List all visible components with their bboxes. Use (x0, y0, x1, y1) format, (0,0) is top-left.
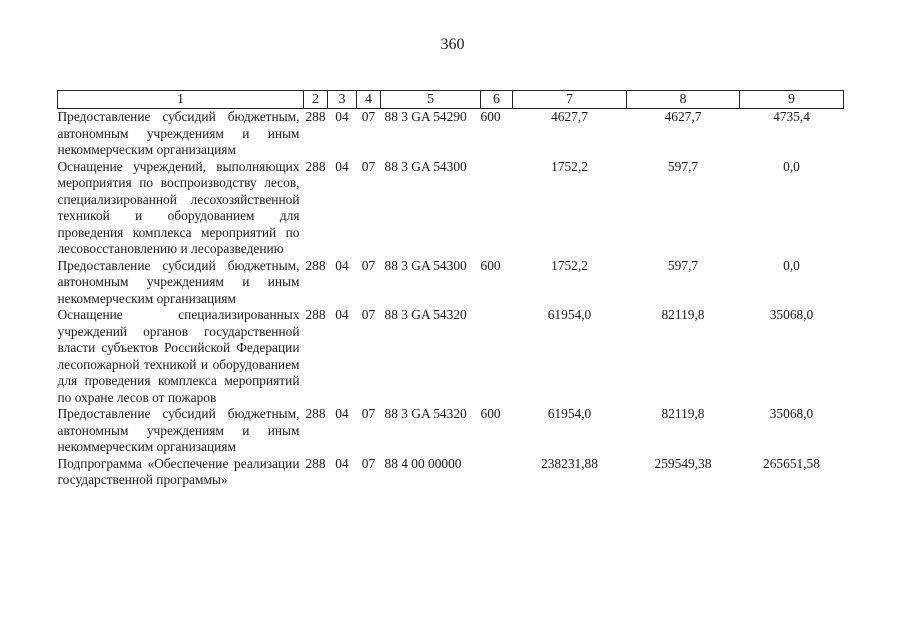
cell-amount-1: 61954,0 (547, 307, 592, 322)
cell-target-article: 88 3 GA 54300 (384, 158, 467, 174)
cell-target-article: 88 4 00 00000 (384, 455, 462, 471)
table-row (58, 258, 844, 308)
cell-amount-1: 4627,7 (551, 109, 588, 124)
cell-amount-3: 35068,0 (769, 406, 814, 421)
table-row (58, 109, 844, 159)
cell-expense-type: 600 (480, 257, 501, 273)
cell-target-article: 88 3 GA 54320 (384, 406, 467, 421)
cell-subsection: 07 (361, 455, 376, 471)
cell-subsection: 07 (361, 158, 376, 174)
cell-amount-3: 35068,0 (769, 307, 814, 322)
cell-expense-type (481, 159, 513, 258)
cell-target-article: 88 3 GA 54320 (384, 307, 467, 322)
cell-amount-1: 1752,2 (551, 158, 588, 174)
table-row (58, 406, 844, 456)
row-name: Предоставление субсидий бюджетным, автономным учреждениям и иным некоммерческим организациям (57, 257, 300, 306)
cell-amount-1: 238231,88 (541, 455, 598, 471)
cell-amount-1: 61954,0 (547, 406, 592, 421)
cell-expense-type: 600 (480, 406, 501, 421)
column-header-2: 2 (304, 91, 328, 109)
column-header-6: 6 (481, 91, 513, 109)
cell-target-article: 88 3 GA 54300 (384, 257, 467, 273)
cell-grbs: 288 (305, 455, 326, 471)
cell-grbs: 288 (305, 109, 326, 124)
cell-subsection: 07 (361, 406, 376, 421)
column-header-3: 3 (328, 91, 357, 109)
cell-expense-type: 600 (480, 109, 501, 124)
cell-amount-3: 265651,58 (763, 455, 820, 471)
cell-subsection: 07 (361, 307, 376, 322)
row-name: Оснащение учреждений, выполняющих мероприятия по воспроизводству лесов, специализированной лесохозяйственной техникой и оборудованием для проведения комплекса мероприятий по лесовосстановлению и лесоразведению (57, 158, 300, 256)
cell-subsection: 07 (361, 257, 376, 273)
cell-section: 04 (335, 257, 349, 273)
cell-target-article: 88 3 GA 54290 (384, 109, 467, 124)
cell-amount-3: 0,0 (783, 158, 800, 174)
column-header-7: 7 (513, 91, 627, 109)
column-header-1: 1 (58, 91, 304, 109)
cell-section: 04 (335, 406, 349, 421)
cell-grbs: 288 (305, 158, 326, 174)
cell-section: 04 (335, 455, 349, 471)
row-name: Подпрограмма «Обеспечение реализации государственной программы» (57, 455, 300, 487)
cell-amount-2: 597,7 (667, 158, 699, 174)
cell-amount-3: 0,0 (783, 257, 800, 273)
cell-section: 04 (335, 158, 349, 174)
cell-amount-2: 82119,8 (661, 307, 705, 322)
column-header-8: 8 (627, 91, 740, 109)
cell-section: 04 (335, 109, 349, 124)
column-header-5: 5 (381, 91, 481, 109)
cell-expense-type (481, 456, 513, 489)
cell-expense-type (481, 307, 513, 406)
column-header-9: 9 (740, 91, 844, 109)
table-row (58, 159, 844, 258)
row-name: Предоставление субсидий бюджетным, автономным учреждениям и иным некоммерческим организациям (57, 109, 300, 157)
cell-section: 04 (335, 307, 349, 322)
cell-amount-2: 4627,7 (664, 109, 702, 124)
cell-amount-1: 1752,2 (551, 257, 588, 273)
row-name: Оснащение специализированных учреждений органов государственной власти субъектов Российской Федерации лесопожарной техникой и оборудованием для проведения комплекса мероприятий по охране лесов от пожаров (57, 307, 300, 405)
cell-amount-2: 82119,8 (661, 406, 705, 421)
row-name: Предоставление субсидий бюджетным, автономным учреждениям и иным некоммерческим организациям (57, 406, 300, 454)
table-row (58, 307, 844, 406)
cell-subsection: 07 (361, 109, 376, 124)
cell-amount-2: 597,7 (667, 257, 699, 273)
cell-amount-3: 4735,4 (773, 109, 810, 124)
table-row (58, 456, 844, 489)
budget-table (57, 90, 844, 489)
cell-grbs: 288 (305, 257, 326, 273)
cell-amount-2: 259549,38 (654, 455, 712, 471)
page-number: 360 (440, 36, 465, 53)
cell-grbs: 288 (305, 406, 326, 421)
column-header-4: 4 (357, 91, 381, 109)
cell-grbs: 288 (305, 307, 326, 322)
table-header-row (58, 91, 844, 109)
